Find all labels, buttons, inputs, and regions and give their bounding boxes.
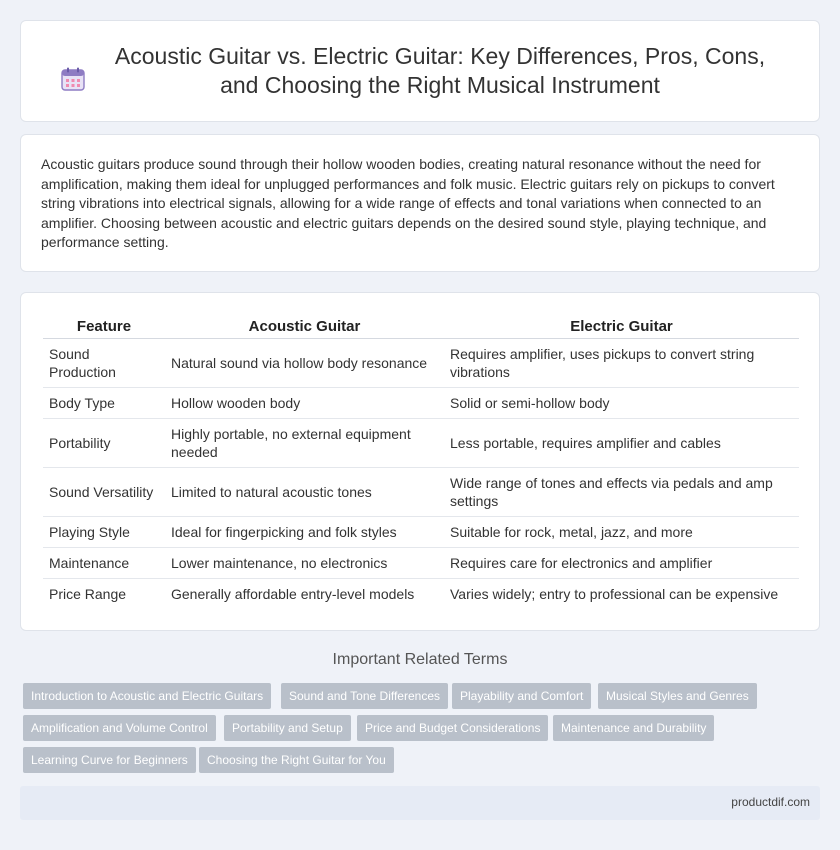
table-cell: Lower maintenance, no electronics [165,548,444,579]
footer-brand-link[interactable]: productdif.com [731,795,810,809]
footer [20,786,820,820]
table-cell: Natural sound via hollow body resonance [165,339,444,388]
calendar-icon [60,66,86,92]
comparison-table-card [20,292,820,631]
table-cell: Sound Versatility [43,468,165,517]
related-tag[interactable]: Maintenance and Durability [553,715,714,741]
related-tag[interactable]: Learning Curve for Beginners [23,747,196,773]
table-cell: Body Type [43,388,165,419]
table-cell: Limited to natural acoustic tones [165,468,444,517]
table-cell: Varies widely; entry to professional can be expensive [450,586,779,603]
intro-paragraph: Acoustic guitars produce sound through their hollow wooden bodies, creating natural resonance without the need for amplification, making them ideal for unplugged performances and folk music. Electric guitars rely on pickups to convert string vibrations into electrical signals, allowing for a wide range of effects and tonal variations when connected to an amplifier. Choosing between acoustic and electric guitars depends on the desired sound style, playing technique, and performance setting. [41,156,775,250]
table-row [43,579,799,610]
table-cell: Wide range of tones and effects via pedals and amp settings [444,468,799,517]
table-cell: Playing Style [43,517,165,548]
table-cell: Suitable for rock, metal, jazz, and more [444,517,799,548]
table-header-row [43,313,799,339]
related-tag[interactable]: Portability and Setup [224,715,351,741]
table-row [43,388,799,419]
table-cell: Requires amplifier, uses pickups to convert string vibrations [444,339,799,388]
page-title: Acoustic Guitar vs. Electric Guitar: Key Differences, Pros, Cons, and Choosing the Right Musical Instrument [114,43,766,98]
table-cell: Price Range [49,586,127,603]
related-tag[interactable]: Choosing the Right Guitar for You [199,747,394,773]
column-header-feature: Feature [43,313,165,339]
table-cell: Ideal for fingerpicking and folk styles [165,517,444,548]
table-cell: Less portable, requires amplifier and cables [444,419,799,468]
table-cell: Portability [43,419,165,468]
table-cell: Hollow wooden body [165,388,444,419]
related-tag[interactable]: Musical Styles and Genres [598,683,757,709]
comparison-table [43,313,799,610]
table-cell: Solid or semi-hollow body [444,388,799,419]
table-row [43,548,799,579]
table-row [43,419,799,468]
related-terms-title: Important Related Terms [332,651,508,668]
table-cell: Sound Production [43,339,165,388]
table-cell: Generally affordable entry-level models [171,586,415,603]
table-row [43,517,799,548]
related-tag[interactable]: Playability and Comfort [452,683,591,709]
table-cell: Maintenance [43,548,165,579]
table-row [43,339,799,388]
table-row [43,468,799,517]
related-tag[interactable]: Amplification and Volume Control [23,715,216,741]
related-tag[interactable]: Sound and Tone Differences [281,683,448,709]
header-inner [60,42,780,100]
intro-card [20,134,820,272]
column-header-electric: Electric Guitar [444,313,799,339]
related-tag[interactable]: Price and Budget Considerations [357,715,548,741]
column-header-acoustic: Acoustic Guitar [165,313,444,339]
table-cell: Highly portable, no external equipment needed [165,419,444,468]
related-tag[interactable]: Introduction to Acoustic and Electric Guitars [23,683,271,709]
header-card [20,20,820,122]
table-cell: Requires care for electronics and amplifier [444,548,799,579]
